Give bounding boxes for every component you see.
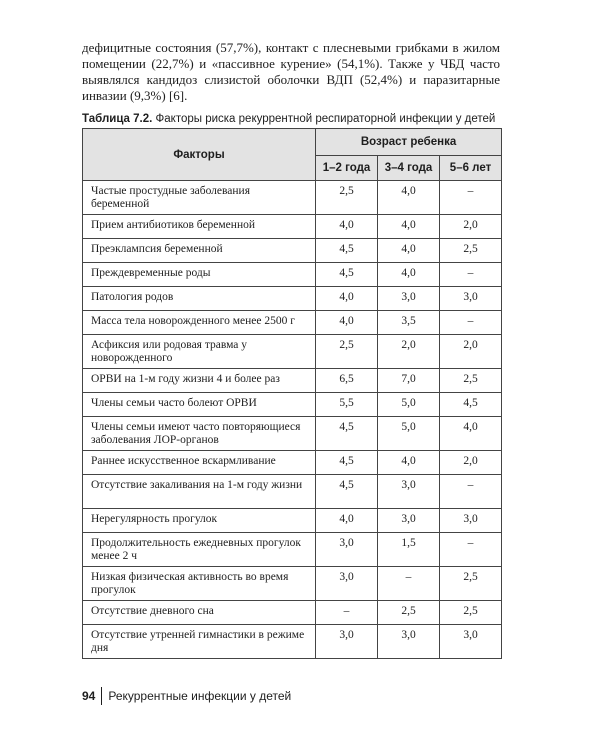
value-cell: 7,0: [378, 369, 440, 393]
factor-cell: Прием антибиотиков беременной: [83, 215, 316, 239]
value-cell: 5,0: [378, 417, 440, 451]
running-title: Рекуррентные инфекции у детей: [108, 689, 292, 703]
value-cell: 4,5: [440, 393, 502, 417]
factor-cell: Патология родов: [83, 287, 316, 311]
table-row: [83, 451, 502, 475]
table-row: [83, 509, 502, 533]
value-cell: 4,5: [316, 451, 378, 475]
table-row: [83, 263, 502, 287]
footer-divider: [101, 687, 102, 705]
value-cell: 3,0: [440, 625, 502, 659]
value-cell: 3,0: [378, 475, 440, 509]
table-row: [83, 311, 502, 335]
value-cell: 3,0: [440, 509, 502, 533]
age-column-header: 5–6 лет: [440, 156, 502, 181]
page-number: 94: [82, 689, 96, 703]
value-cell: 4,0: [378, 451, 440, 475]
factor-cell: Продолжительность ежедневных прогулок менее 2 ч: [83, 533, 316, 567]
factor-cell: Члены семьи часто болеют ОРВИ: [83, 393, 316, 417]
value-cell: 4,0: [316, 287, 378, 311]
value-cell: 3,0: [440, 287, 502, 311]
value-cell: 4,0: [316, 215, 378, 239]
table-caption: [82, 112, 512, 126]
value-cell: 4,0: [316, 509, 378, 533]
factor-cell: Низкая физическая активность во время прогулок: [83, 567, 316, 601]
table-row: [83, 567, 502, 601]
factor-cell: Отсутствие закаливания на 1-м году жизни: [83, 475, 316, 509]
age-column-header: 3–4 года: [378, 156, 440, 181]
value-cell: 4,5: [316, 417, 378, 451]
value-cell: 2,5: [440, 567, 502, 601]
table-row: [83, 393, 502, 417]
table-row: [83, 287, 502, 311]
table-row: [83, 181, 502, 215]
value-cell: –: [440, 181, 502, 215]
value-cell: 4,0: [378, 181, 440, 215]
value-cell: 5,5: [316, 393, 378, 417]
value-cell: 3,5: [378, 311, 440, 335]
value-cell: –: [440, 475, 502, 509]
value-cell: 4,5: [316, 239, 378, 263]
table-row: [83, 601, 502, 625]
value-cell: 2,5: [440, 369, 502, 393]
value-cell: 2,0: [440, 451, 502, 475]
table-row: [83, 475, 502, 509]
table-row: [83, 417, 502, 451]
value-cell: –: [378, 567, 440, 601]
factor-cell: Отсутствие утренней гимнастики в режиме дня: [83, 625, 316, 659]
value-cell: 3,0: [316, 533, 378, 567]
value-cell: 4,0: [440, 417, 502, 451]
value-cell: 4,0: [378, 263, 440, 287]
value-cell: 6,5: [316, 369, 378, 393]
value-cell: –: [440, 533, 502, 567]
value-cell: 3,0: [316, 625, 378, 659]
table-row: [83, 215, 502, 239]
factor-cell: Преждевременные роды: [83, 263, 316, 287]
table-row: [83, 625, 502, 659]
age-column-header: 1–2 года: [316, 156, 378, 181]
factor-cell: Преэклампсия беременной: [83, 239, 316, 263]
value-cell: 2,0: [378, 335, 440, 369]
value-cell: 3,0: [378, 625, 440, 659]
value-cell: 2,5: [440, 601, 502, 625]
factor-cell: Члены семьи имеют часто повторяющиеся заболевания ЛОР-органов: [83, 417, 316, 451]
value-cell: 3,0: [378, 287, 440, 311]
value-cell: 3,0: [316, 567, 378, 601]
value-cell: 2,5: [440, 239, 502, 263]
table-row: [83, 369, 502, 393]
value-cell: 2,5: [378, 601, 440, 625]
value-cell: 1,5: [378, 533, 440, 567]
table-caption-label: Таблица 7.2.: [82, 113, 153, 125]
value-cell: –: [440, 311, 502, 335]
value-cell: 4,5: [316, 263, 378, 287]
intro-paragraph: дефицитные состояния (57,7%), контакт с плесневыми грибками в жилом помещении (22,7%) и «пассивное курение» (54,1%). Также у ЧБД часто выявлялся кандидоз слизистой оболочки ВДП (52,4%) и паразитарные инвазии (9,3%) [6].: [82, 40, 500, 103]
factor-cell: ОРВИ на 1-м году жизни 4 и более раз: [83, 369, 316, 393]
value-cell: 4,0: [378, 215, 440, 239]
factor-cell: Нерегулярность прогулок: [83, 509, 316, 533]
value-cell: –: [440, 263, 502, 287]
table-row: [83, 239, 502, 263]
value-cell: 4,0: [316, 311, 378, 335]
table-body: [83, 181, 502, 659]
age-group-header: Возраст ребенка: [316, 129, 502, 156]
risk-factors-table: [82, 128, 502, 659]
value-cell: 5,0: [378, 393, 440, 417]
value-cell: 2,5: [316, 335, 378, 369]
factor-cell: Асфиксия или родовая травма у новорожденного: [83, 335, 316, 369]
value-cell: 2,0: [440, 215, 502, 239]
factor-cell: Частые простудные заболевания беременной: [83, 181, 316, 215]
factors-column-header: Факторы: [83, 129, 316, 181]
table-row: [83, 335, 502, 369]
factor-cell: Масса тела новорожденного менее 2500 г: [83, 311, 316, 335]
page-footer: [82, 687, 291, 705]
value-cell: 2,0: [440, 335, 502, 369]
value-cell: 4,0: [378, 239, 440, 263]
table-row: [83, 533, 502, 567]
table-caption-text: Факторы риска рекуррентной респираторной инфекции у детей: [155, 113, 496, 125]
value-cell: –: [316, 601, 378, 625]
value-cell: 4,5: [316, 475, 378, 509]
value-cell: 3,0: [378, 509, 440, 533]
factor-cell: Отсутствие дневного сна: [83, 601, 316, 625]
factor-cell: Раннее искусственное вскармливание: [83, 451, 316, 475]
value-cell: 2,5: [316, 181, 378, 215]
